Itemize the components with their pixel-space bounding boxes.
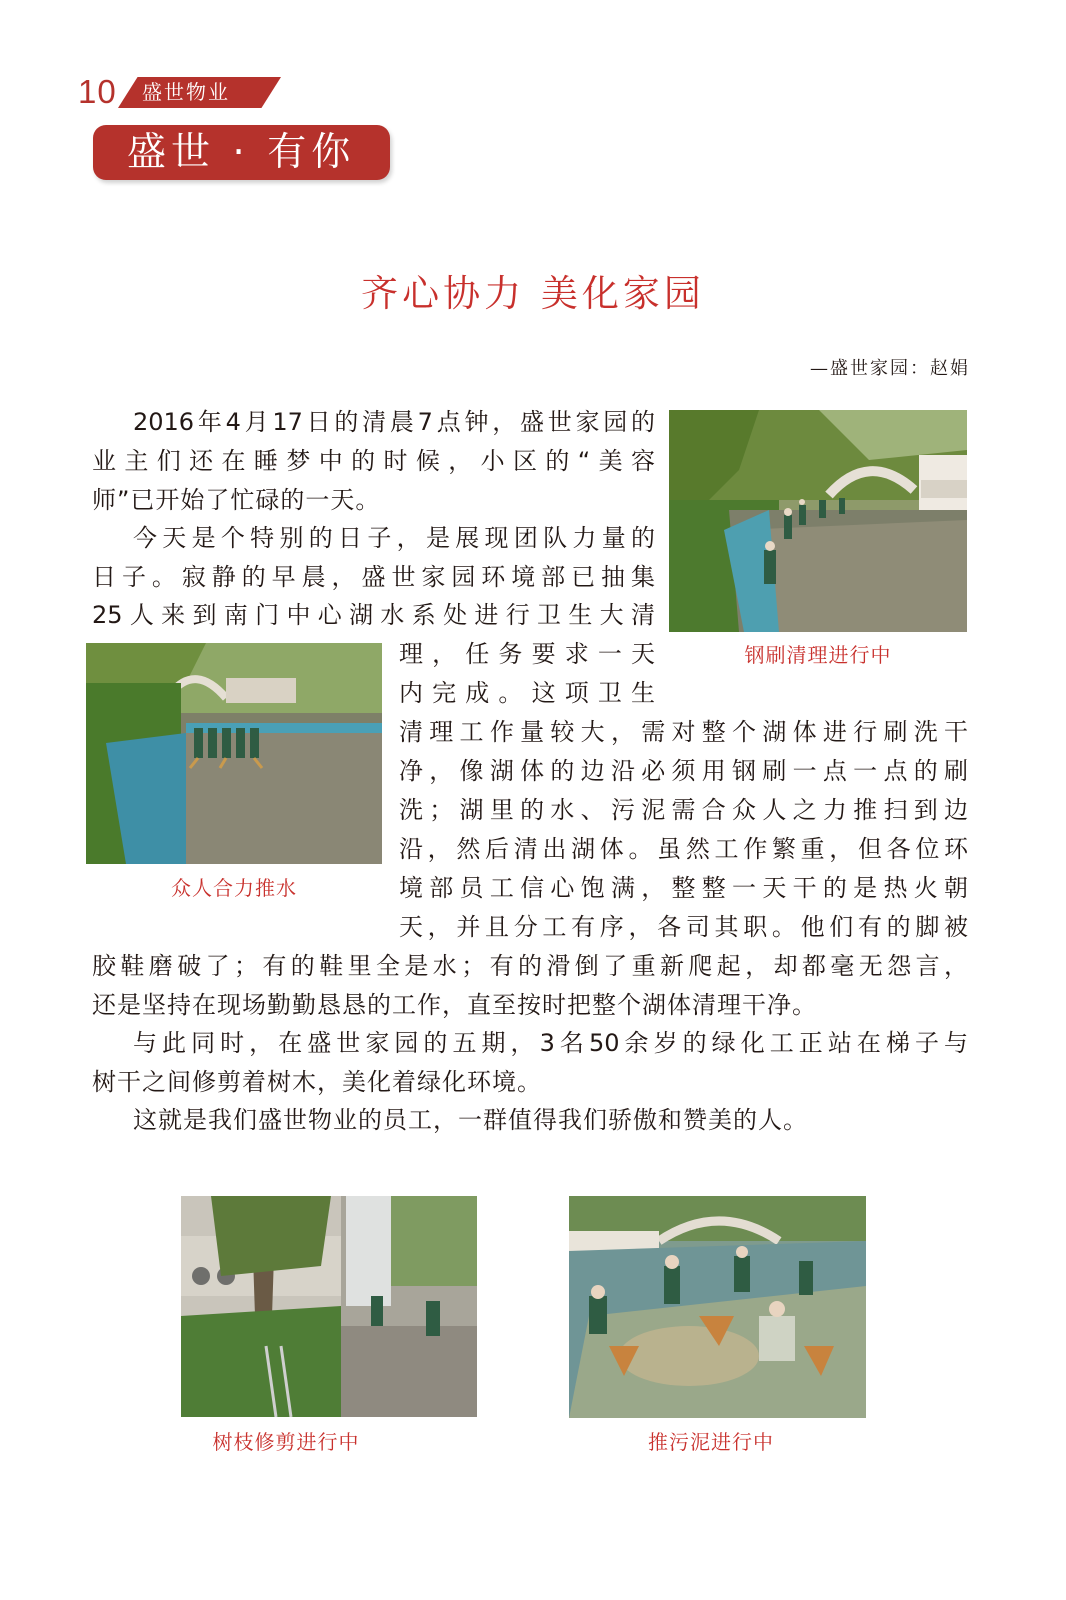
body-line: 天，并且分工有序，各司其职。他们有的脚被	[399, 913, 968, 941]
article-title: 齐心协力 美化家园	[361, 272, 705, 315]
pruning-caption: 树枝修剪进行中	[212, 1430, 360, 1454]
article-author: —盛世家园：赵娟	[810, 358, 970, 379]
body-line: 日子。寂静的早晨，盛世家园环境部已抽集	[92, 563, 655, 591]
body-line: 洗；湖里的水、污泥需合众人之力推扫到边	[399, 796, 968, 824]
body-line: 与此同时，在盛世家园的五期，3名50余岁的绿化工正站在梯子与	[133, 1029, 968, 1057]
body-line: 25人来到南门中心湖水系处进行卫生大清	[92, 601, 655, 629]
push-mud-caption: 推污泥进行中	[648, 1430, 774, 1454]
body-line: 2016年4月17日的清晨7点钟，盛世家园的	[133, 408, 655, 436]
body-line: 还是坚持在现场勤勤恳恳的工作，直至按时把整个湖体清理干净。	[92, 991, 817, 1019]
pruning-photo	[181, 1196, 477, 1417]
steel-brush-caption: 钢刷清理进行中	[744, 643, 892, 667]
steel-brush-photo	[669, 410, 967, 632]
column-name: 盛世 · 有你	[127, 130, 356, 175]
body-line: 清理工作量较大，需对整个湖体进行刷洗干	[399, 718, 968, 746]
body-line: 这就是我们盛世物业的员工，一群值得我们骄傲和赞美的人。	[133, 1106, 808, 1134]
body-line: 内完成。这项卫生	[399, 679, 655, 707]
body-line: 境部员工信心饱满，整整一天干的是热火朝	[399, 874, 968, 902]
magazine-name: 盛世物业	[142, 80, 230, 104]
body-line: 师”已开始了忙碌的一天。	[92, 486, 381, 514]
body-line: 树干之间修剪着树木，美化着绿化环境。	[92, 1068, 542, 1096]
push-water-photo	[86, 643, 382, 864]
body-line: 净，像湖体的边沿必须用钢刷一点一点的刷	[399, 757, 968, 785]
body-line: 沿，然后清出湖体。虽然工作繁重，但各位环	[399, 835, 968, 863]
push-water-caption: 众人合力推水	[171, 876, 297, 900]
page-number: 10	[78, 73, 117, 110]
body-line: 胶鞋磨破了；有的鞋里全是水；有的滑倒了重新爬起，却都毫无怨言，	[92, 952, 968, 980]
body-line: 今天是个特别的日子，是展现团队力量的	[133, 524, 655, 552]
body-line: 理，任务要求一天	[399, 640, 655, 668]
body-line: 业主们还在睡梦中的时候，小区的“美容	[92, 447, 655, 475]
push-mud-photo	[569, 1196, 866, 1418]
